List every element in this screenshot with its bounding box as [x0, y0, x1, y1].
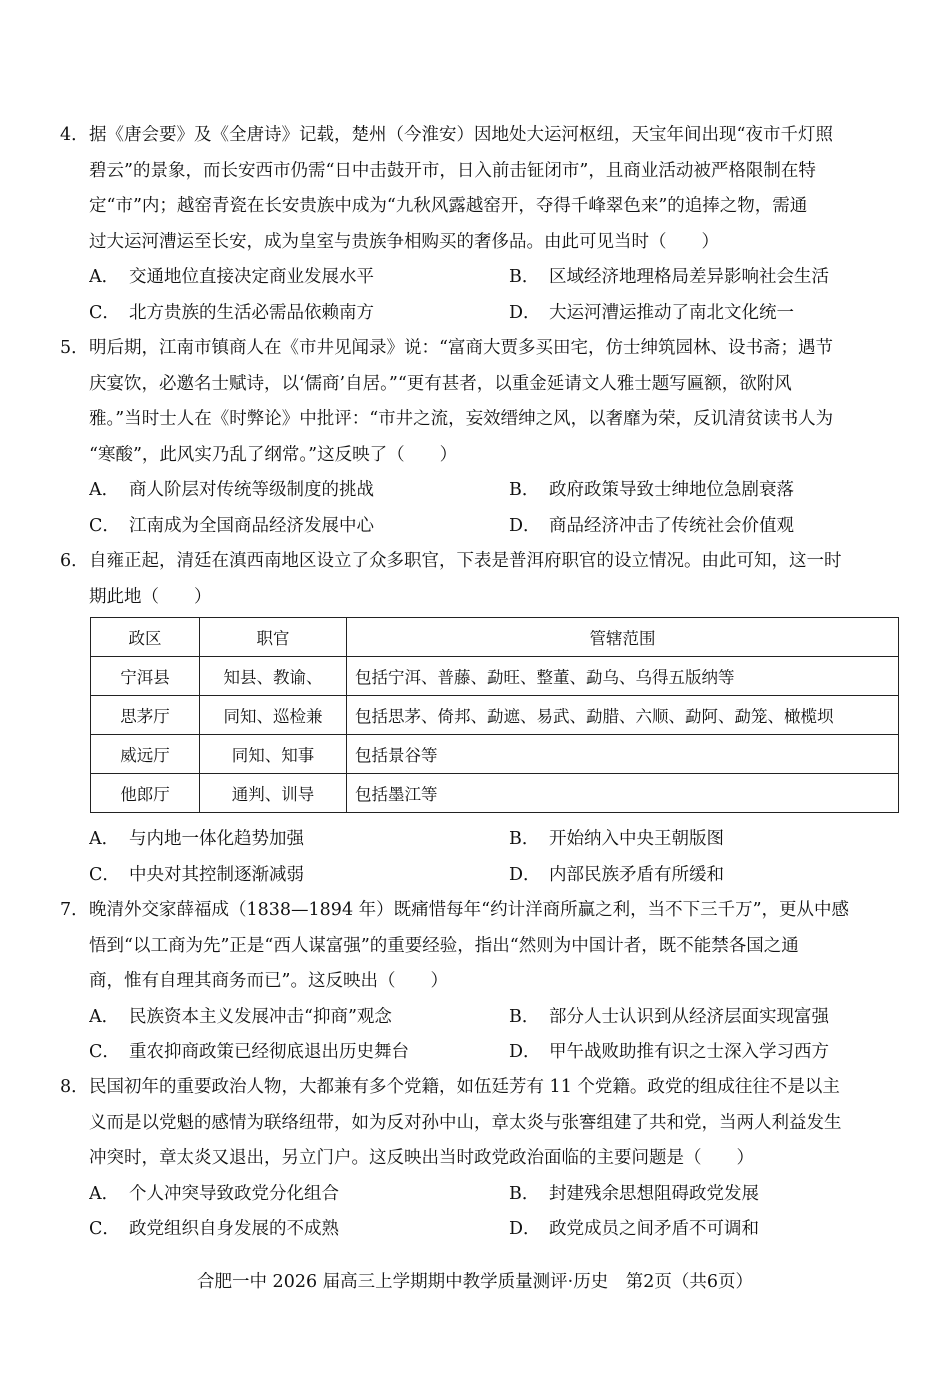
table-cell: 同知、巡检兼 — [200, 696, 347, 735]
options — [89, 1000, 900, 1071]
question-stem-line: “寒酸”，此风实乃乱了纲常。”这反映了（ ） — [89, 444, 458, 465]
question-number: 5． — [60, 338, 89, 358]
option-b[interactable]: B． 部分人士认识到从经济层面实现富强 — [509, 1006, 829, 1027]
options — [89, 822, 900, 893]
question-number: 7． — [60, 900, 89, 920]
table-row — [91, 774, 899, 813]
question-8 — [60, 1070, 900, 1248]
question-stem-line: 商，惟有自理其商务而已”。这反映出（ ） — [89, 971, 448, 992]
table-row — [91, 696, 899, 735]
table-cell: 包括思茅、倚邦、勐遮、易武、勐腊、六顺、勐阿、勐笼、橄榄坝 — [347, 696, 899, 735]
option-a[interactable]: A． 交通地位直接决定商业发展水平 — [89, 267, 374, 288]
column-header: 管辖范围 — [347, 618, 899, 657]
option-d[interactable]: D． 内部民族矛盾有所缓和 — [509, 864, 724, 885]
table-cell: 包括宁洱、普藤、勐旺、整董、勐乌、乌得五版纳等 — [347, 657, 899, 696]
option-b[interactable]: B． 政府政策导致士绅地位急剧衰落 — [509, 480, 794, 501]
question-number: 8． — [60, 1077, 89, 1097]
table-cell: 包括墨江等 — [347, 774, 899, 813]
option-a[interactable]: A． 民族资本主义发展冲击“抑商”观念 — [89, 1006, 392, 1027]
question-stem-line: 7．晚清外交家薛福成（1838—1894 年）既痛惜每年“约计洋商所赢之利，当不下三千万”，更从中感 — [60, 893, 900, 929]
question-stem-line: 义而是以党魁的感情为联络纽带，如为反对孙中山，章太炎与张謇组建了共和党，当两人利益发生 — [89, 1112, 842, 1133]
question-stem-line: 8．民国初年的重要政治人物，大都兼有多个党籍，如伍廷芳有 11 个党籍。政党的组成往往不是以主 — [60, 1070, 900, 1106]
option-a[interactable]: A． 与内地一体化趋势加强 — [89, 829, 304, 849]
options — [89, 1177, 900, 1248]
option-d[interactable]: D． 政党成员之间矛盾不可调和 — [509, 1219, 759, 1240]
table-cell: 思茅厅 — [91, 696, 200, 735]
question-stem-line: 庆宴饮，必邀名士赋诗，以‘儒商’自居。”“更有甚者，以重金延请文人雅士题写匾额，欲附风 — [89, 373, 792, 394]
table-row — [91, 735, 899, 774]
question-7 — [60, 893, 900, 1071]
table-cell: 包括景谷等 — [347, 735, 899, 774]
option-c[interactable]: C． 政党组织自身发展的不成熟 — [89, 1219, 339, 1240]
page-footer: 合肥一中 2026 届高三上学期期中教学质量测评·历史 第2页（共6页） — [197, 1272, 753, 1292]
option-b[interactable]: B． 封建残余思想阻碍政党发展 — [509, 1183, 759, 1204]
question-number: 4． — [60, 125, 89, 145]
question-number: 6． — [60, 551, 89, 571]
options — [89, 473, 900, 544]
table-header-row — [91, 618, 899, 657]
question-stem-line: 5．明后期，江南市镇商人在《市井见闻录》说：“富商大贾多买田宅，仿士绅筑园林、设书斋；遇节 — [60, 331, 900, 367]
option-b[interactable]: B． 区域经济地理格局差异影响社会生活 — [509, 267, 829, 288]
question-stem-line: 4．据《唐会要》及《全唐诗》记载，楚州（今淮安）因地处大运河枢纽，天宝年间出现“夜市千灯照 — [60, 118, 900, 154]
option-c[interactable]: C． 江南成为全国商品经济发展中心 — [89, 515, 374, 536]
question-6-options — [60, 822, 900, 893]
question-stem-line: 碧云”的景象，而长安西市仍需“日中击鼓开市，日入前击钲闭市”，且商业活动被严格限制在特 — [89, 160, 816, 181]
option-c[interactable]: C． 重农抑商政策已经彻底退出历史舞台 — [89, 1042, 409, 1063]
question-stem-line: 悟到“以工商为先”正是“西人谋富强”的重要经验，指出“然则为中国计者，既不能禁各国之通 — [89, 935, 799, 956]
table-cell: 宁洱县 — [91, 657, 200, 696]
question-stem-line: 定“市”内；越窑青瓷在长安贵族中成为“九秋风露越窑开，夺得千峰翠色来”的追捧之物，需通 — [89, 196, 808, 217]
question-5 — [60, 331, 900, 545]
table-cell: 通判、训导 — [200, 774, 347, 813]
question-6 — [60, 544, 900, 615]
option-d[interactable]: D． 大运河漕运推动了南北文化统一 — [509, 302, 794, 323]
option-a[interactable]: A． 商人阶层对传统等级制度的挑战 — [89, 480, 374, 501]
table-cell: 同知、知事 — [200, 735, 347, 774]
option-b[interactable]: B． 开始纳入中央王朝版图 — [509, 829, 724, 849]
option-c[interactable]: C． 北方贵族的生活必需品依赖南方 — [89, 302, 374, 323]
question-stem-line: 期此地（ ） — [89, 586, 212, 607]
question-4 — [60, 118, 900, 332]
question-stem-line: 6．自雍正起，清廷在滇西南地区设立了众多职官，下表是普洱府职官的设立情况。由此可知，这一时 — [60, 544, 900, 580]
question-stem-line: 冲突时，章太炎又退出，另立门户。这反映出当时政党政治面临的主要问题是（ ） — [89, 1148, 754, 1169]
column-header: 职官 — [200, 618, 347, 657]
option-d[interactable]: D． 甲午战败助推有识之士深入学习西方 — [509, 1042, 829, 1063]
jurisdiction-table — [90, 617, 899, 813]
question-stem-line: 过大运河漕运至长安，成为皇室与贵族争相购买的奢侈品。由此可见当时（ ） — [89, 231, 719, 252]
table-cell: 知县、教谕、 — [200, 657, 347, 696]
table-cell: 威远厅 — [91, 735, 200, 774]
question-stem-line: 雅。”当时士人在《时弊论》中批评：“市井之流，妄效缙绅之风，以奢靡为荣，反讥清贫读书人为 — [89, 409, 834, 430]
options — [89, 260, 900, 331]
table-row — [91, 657, 899, 696]
table-cell: 他郎厅 — [91, 774, 200, 813]
column-header: 政区 — [91, 618, 200, 657]
option-d[interactable]: D． 商品经济冲击了传统社会价值观 — [509, 515, 794, 536]
option-c[interactable]: C． 中央对其控制逐渐减弱 — [89, 864, 304, 885]
option-a[interactable]: A． 个人冲突导致政党分化组合 — [89, 1183, 339, 1204]
